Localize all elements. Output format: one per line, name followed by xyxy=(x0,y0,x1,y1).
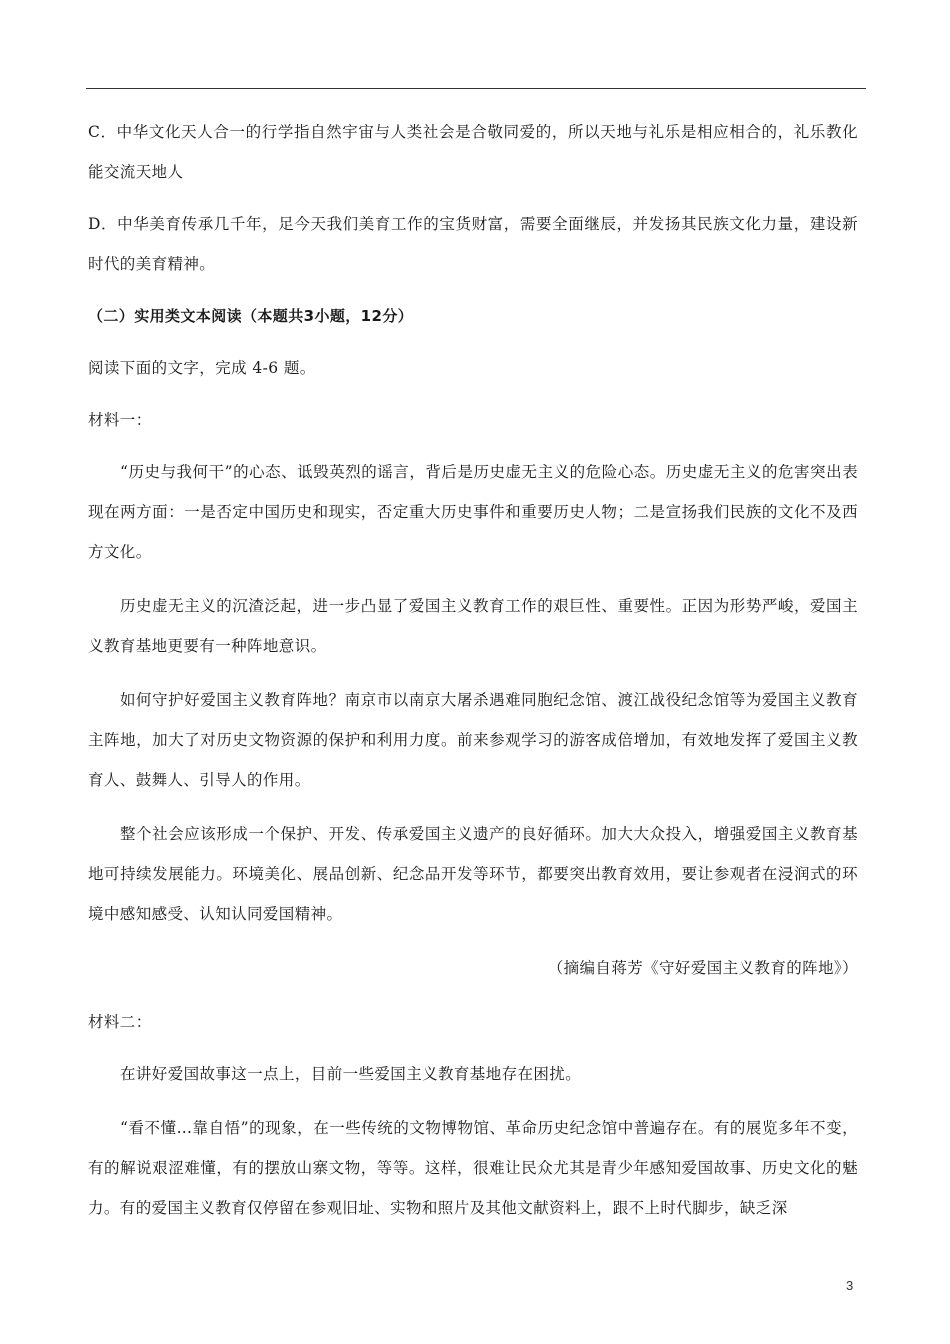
material-1-paragraph: 如何守护好爱国主义教育阵地？南京市以南京大屠杀遇难同胞纪念馆、渡江战役纪念馆等为爱国主义教育主阵地，加大了对历史文物资源的保护和利用力度。前来参观学习的游客成倍增加，有效地发挥了爱国主义教育人、鼓舞人、引导人的作用。 xyxy=(88,691,858,789)
material-1-paragraph: “历史与我何干”的心态、诋毁英烈的谣言，背后是历史虚无主义的危险心态。历史虚无主义的危害突出表现在两方面：一是否定中国历史和现实，否定重大历史事件和重要历史人物；二是宣扬我们民族的文化不及西方文化。 xyxy=(88,463,858,561)
material-2-paragraph: 在讲好爱国故事这一点上，目前一些爱国主义教育基地存在困扰。 xyxy=(120,1065,582,1083)
material-1-paragraph: 整个社会应该形成一个保护、开发、传承爱国主义遗产的良好循环。加大大众投入，增强爱国主义教育基地可持续发展能力。环境美化、展品创新、纪念品开发等环节，都要突出教育效用，要让参观者在浸润式的环境中感知感受、认知认同爱国精神。 xyxy=(88,825,858,923)
material-2-label: 材料二： xyxy=(88,1013,152,1031)
section-instruction: 阅读下面的文字，完成 4-6 题。 xyxy=(88,359,316,377)
section-title: （二）实用类文本阅读（本题共3小题，12分） xyxy=(88,307,414,325)
option-c: C．中华文化天人合一的行学指自然宇宙与人类社会是合敬同爱的，所以天地与礼乐是相应相合的，礼乐教化能交流天地人 xyxy=(88,123,858,181)
page-number: 3 xyxy=(846,1278,854,1293)
material-1-label: 材料一： xyxy=(88,411,152,429)
option-d: D．中华美育传承几千年，足今天我们美育工作的宝货财富，需要全面继辰，并发扬其民族文化力量，建设新时代的美育精神。 xyxy=(88,215,858,273)
material-2-paragraph: “看不懂…靠自悟”的现象，在一些传统的文物博物馆、革命历史纪念馆中普遍存在。有的展览多年不变，有的解说艰涩难懂，有的摆放山寨文物，等等。这样，很难让民众尤其是青少年感知爱国故事、历史文化的魅力。有的爱国主义教育仅停留在参观旧址、实物和照片及其他文献资料上，跟不上时代脚步，缺乏深 xyxy=(88,1119,858,1217)
material-1-paragraph: 历史虚无主义的沉渣泛起，进一步凸显了爱国主义教育工作的艰巨性、重要性。正因为形势严峻，爱国主义教育基地更要有一种阵地意识。 xyxy=(88,597,858,655)
document-body xyxy=(88,112,858,1242)
header-rule xyxy=(86,88,866,89)
material-1-source: （摘编自蒋芳《守好爱国主义教育的阵地》） xyxy=(547,959,858,977)
